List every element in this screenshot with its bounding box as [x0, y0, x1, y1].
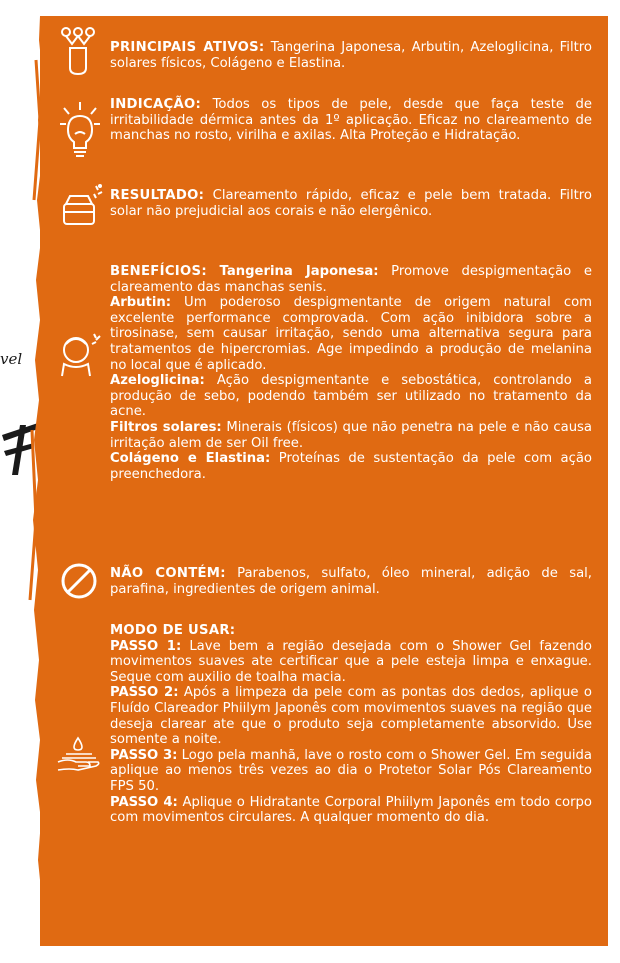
section-beneficios: [110, 264, 592, 482]
step-text: Logo pela manhã, lave o rosto com o Shower Gel. Em seguida aplique ao menos três vezes ao dia o Protetor Solar Pós Clareamento FPS 50.: [110, 747, 592, 794]
woman-face-icon: [56, 330, 102, 380]
section-principais-ativos: [110, 40, 592, 71]
text-indicacao: Todos os tipos de pele, desde que faça teste de irritabilidade dérmica antes da 1º aplicação. Eficaz no clareamento de manchas no rosto, virilha e axilas. Alta Proteção e Hidratação.: [110, 97, 592, 144]
benefit-label: Arbutin:: [110, 295, 172, 311]
benefit-text: Ação despigmentante e sebostática, controlando a produção de sebo, podendo também ser utilizado no tratamento da acne.: [110, 373, 592, 420]
side-text-fragment: vel: [0, 350, 23, 368]
cream-jar-sparkle-icon: [60, 182, 106, 228]
benefit-label: Azeloglicina:: [110, 373, 205, 389]
benefit-text: Promove despigmentação e clareamento das manchas senis.: [110, 264, 592, 295]
step-text: Aplique o Hidratante Corporal Phiilym Japonês em todo corpo com movimentos circulares. A qualquer momento do dia.: [110, 794, 592, 826]
heading-nao-contem: NÃO CONTÉM:: [110, 566, 226, 581]
benefit-label: Filtros solares:: [110, 419, 222, 435]
text-resultado: Clareamento rápido, eficaz e pele bem tratada. Filtro solar não prejudicial aos corais e não elergênico.: [110, 188, 592, 219]
heading-beneficios: BENEFÍCIOS:: [110, 264, 207, 279]
benefit-text: Um poderoso despigmentante de origem natural com excelente performance comprovada. Com ação inibidora sobre a tirosinase, sem causar irritação, sendo uma alternativa segura para tratamentos de hipercromias. Age impedindo a produção de melanina no local que é aplicado.: [110, 295, 592, 373]
lightbulb-icon: [58, 100, 102, 158]
benefit-label: Tangerina Japonesa:: [219, 264, 379, 279]
step-text: Após a limpeza da pele com as pontas dos dedos, aplique o Fluído Clareador Phiilym Japonês com movimentos suaves na região que deseja clarear ate que o produto seja completamente absorvido. Use somente a noite.: [110, 685, 592, 748]
step-text: Lave bem a região desejada com o Shower Gel fazendo movimentos suaves ate certificar que a pele esteja limpa e enxague. Seque com auxilio de toalha macia.: [110, 638, 592, 685]
step-label: PASSO 2:: [110, 685, 179, 701]
hand-drop-icon: [56, 736, 102, 782]
text-principais-ativos: Tangerina Japonesa, Arbutin, Azeloglicina, Filtro solares físicos, Colágeno e Elastina.: [110, 40, 592, 71]
section-resultado: [110, 188, 592, 219]
section-indicacao: [110, 97, 592, 144]
step-label: PASSO 4:: [110, 794, 178, 810]
heading-modo-de-usar: MODO DE USAR:: [110, 623, 236, 638]
prohibited-icon: [60, 562, 98, 600]
step-label: PASSO 1:: [110, 638, 182, 654]
flask-molecule-icon: [60, 26, 96, 76]
heading-resultado: RESULTADO:: [110, 188, 205, 203]
heading-indicacao: INDICAÇÃO:: [110, 97, 202, 112]
text-nao-contem: Parabenos, sulfato, óleo mineral, adição de sal, parafina, ingredientes de origem animal.: [110, 566, 593, 597]
benefit-text: Minerais (físicos) que não penetra na pele e não causa irritação alem de ser Oil free.: [110, 419, 592, 451]
section-nao-contem: [110, 566, 592, 597]
benefit-label: Colágeno e Elastina:: [110, 451, 271, 467]
heading-principais-ativos: PRINCIPAIS ATIVOS:: [110, 40, 265, 55]
step-label: PASSO 3:: [110, 747, 178, 763]
benefit-text: Proteínas de sustentação da pele com ação preenchedora.: [110, 451, 592, 482]
section-modo-de-usar: [110, 623, 592, 826]
